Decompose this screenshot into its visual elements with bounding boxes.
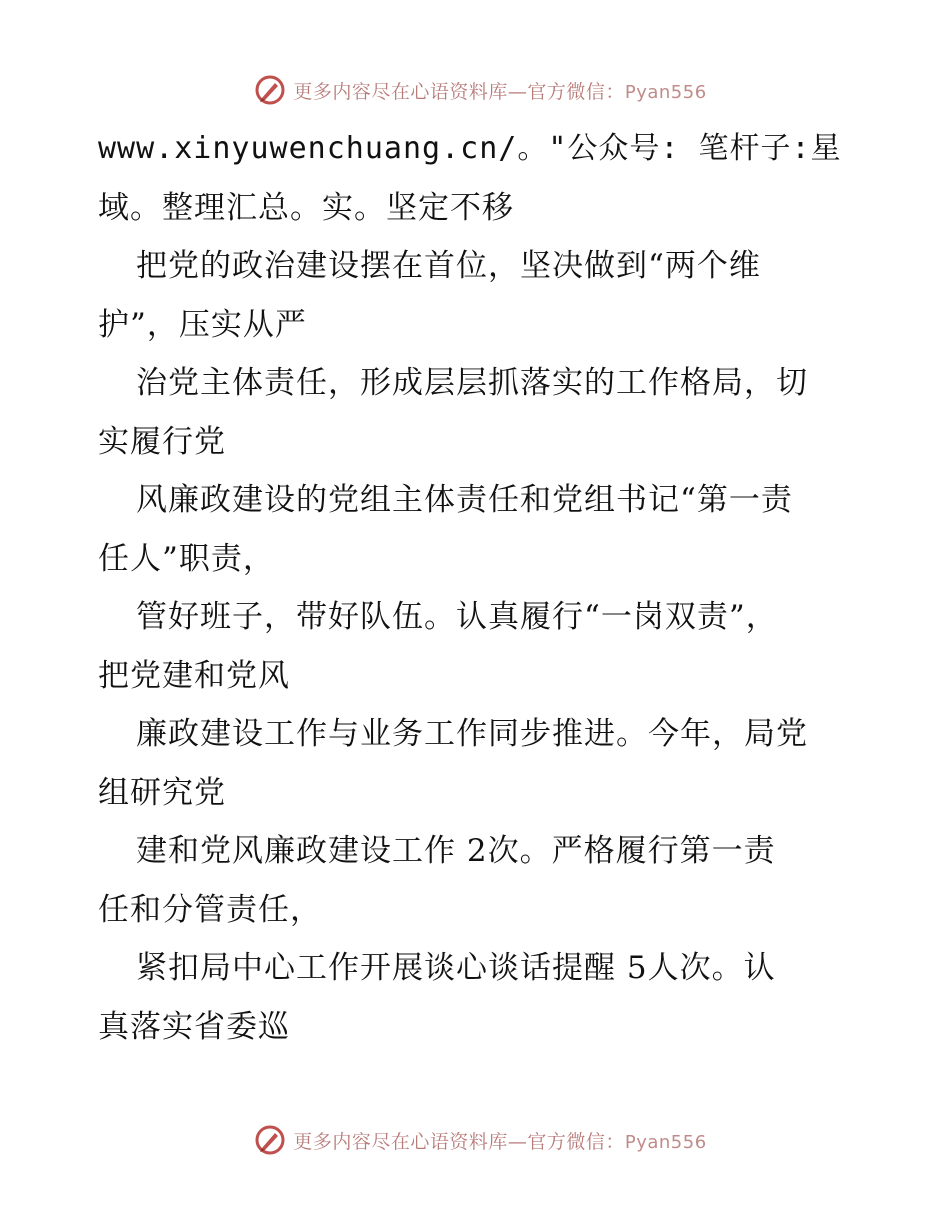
header-banner-text: [293, 77, 706, 104]
body-line-6: 实履行党: [98, 423, 226, 460]
header-banner-wechat: 官方微信：: [527, 80, 625, 103]
body-line-5: 治党主体责任，形成层层抓落实的工作格局，切: [136, 365, 808, 401]
body-line-14: 任和分管责任，: [98, 891, 322, 928]
header-banner: [0, 70, 950, 110]
body-line-1: www.xinyuwenchuang.cn/。"公众号: 笔杆子:星: [98, 131, 842, 166]
document-body: [98, 120, 858, 1056]
body-line-11: 廉政建设工作与业务工作同步推进。今年，局党: [136, 716, 808, 752]
header-banner-main: 更多内容尽在心语资料库: [293, 80, 508, 103]
body-line-2: 域。整理汇总。实。坚定不移: [98, 189, 514, 226]
pen-logo-icon: [253, 1123, 287, 1157]
body-line-16: 真落实省委巡: [98, 1008, 290, 1045]
body-line-4: 护”，压实从严: [98, 306, 307, 343]
body-line-10: 把党建和党风: [98, 657, 290, 694]
body-line-3: 把党的政治建设摆在首位，坚决做到“两个维: [136, 248, 761, 284]
header-banner-id: Pyan556: [624, 81, 707, 103]
footer-banner-main: 更多内容尽在心语资料库: [293, 1130, 508, 1153]
footer-banner-inner: [253, 1123, 706, 1157]
header-banner-dash: —: [507, 80, 528, 103]
footer-banner-id: Pyan556: [624, 1131, 707, 1153]
body-line-12: 组研究党: [98, 774, 226, 811]
footer-banner-dash: —: [507, 1130, 528, 1153]
body-line-9: 管好班子，带好队伍。认真履行“一岗双责”，: [136, 599, 778, 635]
footer-banner-text: [293, 1127, 706, 1154]
body-line-8: 任人”职责，: [98, 540, 275, 577]
header-banner-inner: [253, 73, 706, 107]
body-line-13: 建和党风廉政建设工作 2次。严格履行第一责: [136, 833, 776, 869]
footer-banner: [0, 1120, 950, 1160]
pen-logo-icon: [253, 73, 287, 107]
body-line-7: 风廉政建设的党组主体责任和党组书记“第一责: [136, 482, 793, 518]
body-line-15: 紧扣局中心工作开展谈心谈话提醒 5人次。认: [136, 950, 776, 986]
footer-banner-wechat: 官方微信：: [527, 1130, 625, 1153]
